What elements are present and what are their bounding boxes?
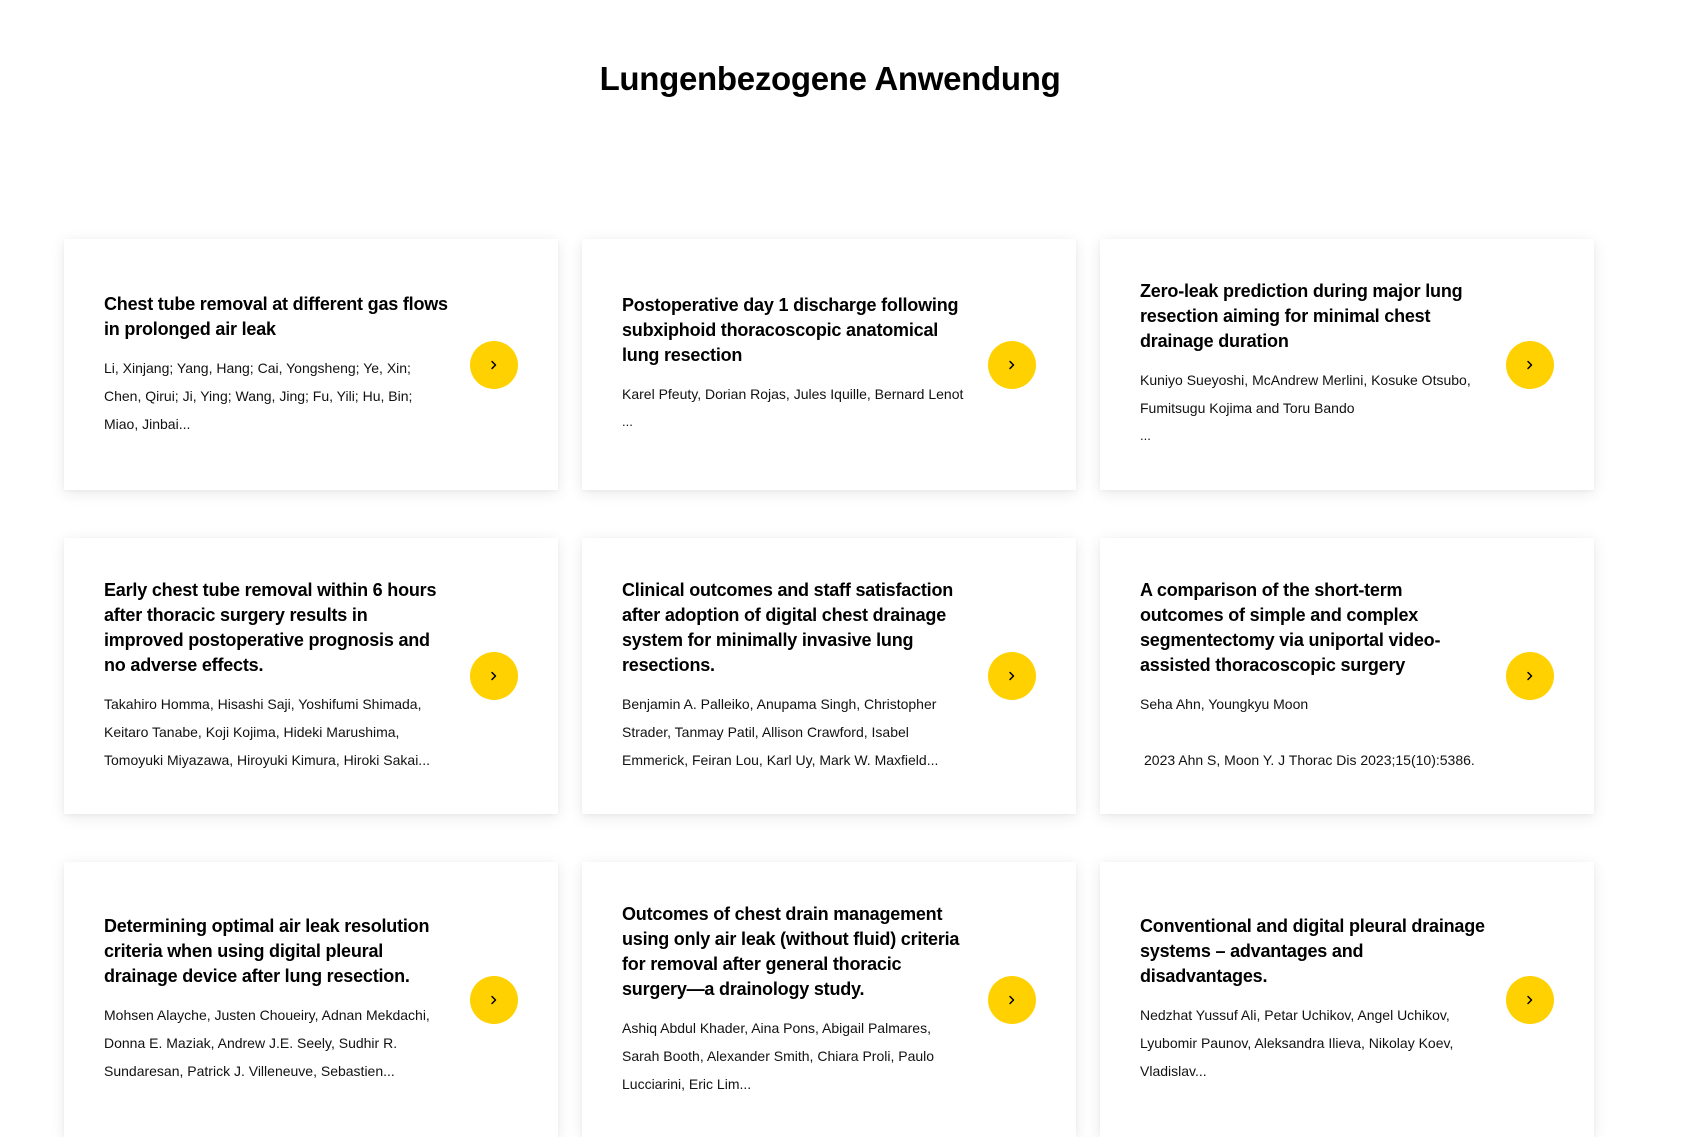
card-ellipsis: ... (622, 414, 633, 429)
publication-card[interactable] (64, 239, 558, 490)
publication-card[interactable] (64, 538, 558, 814)
open-publication-button[interactable] (470, 341, 518, 389)
card-authors: Mohsen Alayche, Justen Choueiry, Adnan Mekdachi, Donna E. Maziak, Andrew J.E. Seely, Sudhir R. Sundaresan, Patrick J. Villeneuve, Sebastien... (104, 1007, 430, 1079)
card-title: Early chest tube removal within 6 hours after thoracic surgery results in improved postoperative prognosis and no adverse effects. (104, 580, 437, 675)
card-title: Postoperative day 1 discharge following subxiphoid thoracoscopic anatomical lung resection (622, 295, 959, 365)
chevron-right-icon (1525, 671, 1535, 681)
card-authors: Ashiq Abdul Khader, Aina Pons, Abigail Palmares, Sarah Booth, Alexander Smith, Chiara Proli, Paulo Lucciarini, Eric Lim... (622, 1019, 935, 1092)
card-content (1140, 239, 1485, 490)
publication-card[interactable] (582, 239, 1076, 490)
card-title: Zero-leak prediction during major lung resection aiming for minimal chest drainage duration (1140, 281, 1463, 351)
open-publication-button[interactable] (988, 652, 1036, 700)
publication-card[interactable] (1100, 862, 1594, 1137)
card-citation: 2023 Ahn S, Moon Y. J Thorac Dis 2023;15(10):5386. (1144, 752, 1475, 768)
publication-card[interactable] (582, 862, 1076, 1137)
chevron-right-icon (489, 995, 499, 1005)
chevron-right-icon (1525, 995, 1535, 1005)
open-publication-button[interactable] (988, 341, 1036, 389)
card-authors: Li, Xinjang; Yang, Hang; Cai, Yongsheng; Ye, Xin; Chen, Qirui; Ji, Ying; Wang, Jing; Fu, Yili; Hu, Bin; Miao, Jinbai... (104, 359, 413, 432)
chevron-right-icon (1007, 671, 1017, 681)
card-content (104, 862, 449, 1137)
card-content (104, 239, 449, 490)
card-authors: Nedzhat Yussuf Ali, Petar Uchikov, Angel Uchikov, Lyubomir Paunov, Aleksandra Ilieva, Nikolay Koev, Vladislav... (1140, 1007, 1454, 1079)
card-spacer (1140, 718, 1485, 746)
open-publication-button[interactable] (1506, 652, 1554, 700)
chevron-right-icon (1007, 995, 1017, 1005)
card-content (622, 538, 967, 814)
open-publication-button[interactable] (1506, 341, 1554, 389)
card-title: Chest tube removal at different gas flows in prolonged air leak (104, 293, 448, 339)
card-title: A comparison of the short-term outcomes of simple and complex segmentectomy via uniportal video-assisted thoracoscopic surgery (1140, 580, 1441, 675)
card-content (104, 538, 449, 814)
chevron-right-icon (1007, 360, 1017, 370)
card-content (1140, 862, 1485, 1137)
chevron-right-icon (489, 671, 499, 681)
open-publication-button[interactable] (470, 652, 518, 700)
publication-card[interactable] (582, 538, 1076, 814)
card-title: Clinical outcomes and staff satisfaction after adoption of digital chest drainage system for minimally invasive lung resections. (622, 580, 954, 675)
card-authors: Kuniyo Sueyoshi, McAndrew Merlini, Kosuke Otsubo, Fumitsugu Kojima and Toru Bando (1140, 372, 1471, 416)
card-authors: Benjamin A. Palleiko, Anupama Singh, Christopher Strader, Tanmay Patil, Allison Crawford, Isabel Emmerick, Feiran Lou, Karl Uy, Mark W. Maxfield... (622, 696, 939, 768)
card-title: Conventional and digital pleural drainage systems – advantages and disadvantages. (1140, 916, 1485, 986)
card-authors: Karel Pfeuty, Dorian Rojas, Jules Iquille, Bernard Lenot (622, 386, 964, 402)
open-publication-button[interactable] (1506, 976, 1554, 1024)
open-publication-button[interactable] (470, 976, 518, 1024)
publication-card[interactable] (1100, 538, 1594, 814)
publication-card[interactable] (64, 862, 558, 1137)
card-authors: Takahiro Homma, Hisashi Saji, Yoshifumi Shimada, Keitaro Tanabe, Koji Kojima, Hideki Marushima, Tomoyuki Miyazawa, Hiroyuki Kimura, Hiroki Sakai... (104, 696, 430, 768)
chevron-right-icon (1525, 360, 1535, 370)
card-content (622, 239, 967, 490)
page-title: Lungenbezogene Anwendung (599, 60, 1061, 97)
chevron-right-icon (489, 360, 499, 370)
publication-card[interactable] (1100, 239, 1594, 490)
card-title: Determining optimal air leak resolution criteria when using digital pleural drainage device after lung resection. (104, 916, 430, 986)
open-publication-button[interactable] (988, 976, 1036, 1024)
card-content (1140, 538, 1485, 814)
card-title: Outcomes of chest drain management using only air leak (without fluid) criteria for removal after general thoracic surgery—a drainology study. (622, 903, 960, 999)
card-content (622, 862, 967, 1137)
card-authors: Seha Ahn, Youngkyu Moon (1140, 696, 1309, 712)
card-ellipsis: ... (1140, 428, 1151, 443)
